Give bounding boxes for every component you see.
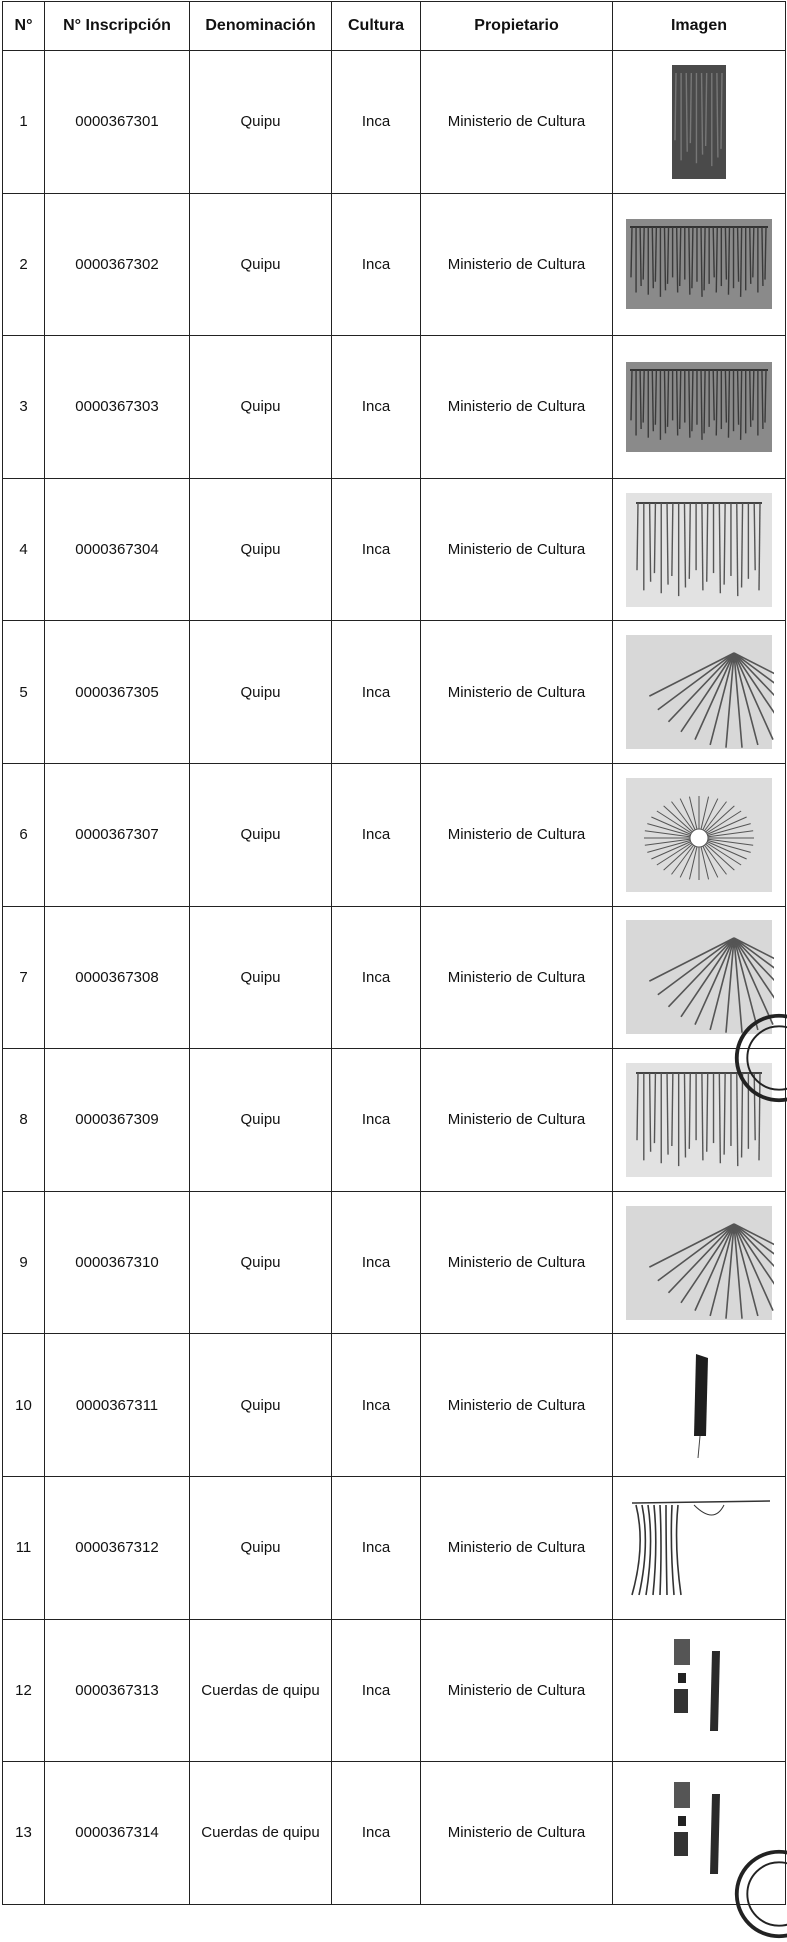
culture-cell: Inca	[332, 906, 421, 1049]
culture-cell: Inca	[332, 1191, 421, 1334]
row-number-cell: 6	[3, 763, 45, 906]
culture-cell: Inca	[332, 193, 421, 336]
row-number-cell: 11	[3, 1476, 45, 1619]
inscription-number-cell: 0000367301	[45, 51, 190, 194]
quipu-photo-icon	[624, 63, 774, 181]
table-row	[3, 336, 786, 479]
quipu-photo-icon	[624, 1774, 774, 1892]
denomination-cell: Quipu	[190, 478, 332, 621]
header-propietario: Propietario	[421, 2, 613, 51]
quipu-photo-icon	[624, 348, 774, 466]
owner-cell: Ministerio de Cultura	[421, 1334, 613, 1477]
culture-cell: Inca	[332, 1762, 421, 1905]
table-row	[3, 1762, 786, 1905]
row-number-cell: 8	[3, 1049, 45, 1192]
image-cell	[613, 1049, 786, 1192]
row-number-cell: 1	[3, 51, 45, 194]
quipu-photo-icon	[624, 1631, 774, 1749]
inscription-number-cell: 0000367310	[45, 1191, 190, 1334]
quipu-photo-icon	[624, 491, 774, 609]
culture-cell: Inca	[332, 621, 421, 764]
row-number-cell: 2	[3, 193, 45, 336]
table-row	[3, 478, 786, 621]
inscription-number-cell: 0000367314	[45, 1762, 190, 1905]
owner-cell: Ministerio de Cultura	[421, 1762, 613, 1905]
culture-cell: Inca	[332, 478, 421, 621]
inscription-number-cell: 0000367308	[45, 906, 190, 1049]
inscription-number-cell: 0000367307	[45, 763, 190, 906]
quipu-photo-icon	[624, 633, 774, 751]
image-cell	[613, 763, 786, 906]
owner-cell: Ministerio de Cultura	[421, 763, 613, 906]
header-inscripcion: N° Inscripción	[45, 2, 190, 51]
image-cell	[613, 1191, 786, 1334]
row-number-cell: 3	[3, 336, 45, 479]
table-row	[3, 621, 786, 764]
inscription-number-cell: 0000367311	[45, 1334, 190, 1477]
row-number-cell: 5	[3, 621, 45, 764]
table-row	[3, 1049, 786, 1192]
quipu-photo-icon	[624, 1061, 774, 1179]
culture-cell: Inca	[332, 336, 421, 479]
culture-cell: Inca	[332, 1049, 421, 1192]
header-denominacion: Denominación	[190, 2, 332, 51]
owner-cell: Ministerio de Cultura	[421, 51, 613, 194]
table-row	[3, 1619, 786, 1762]
image-cell	[613, 1619, 786, 1762]
owner-cell: Ministerio de Cultura	[421, 621, 613, 764]
row-number-cell: 12	[3, 1619, 45, 1762]
image-cell	[613, 1762, 786, 1905]
table-row	[3, 51, 786, 194]
inscription-number-cell: 0000367313	[45, 1619, 190, 1762]
image-cell	[613, 336, 786, 479]
denomination-cell: Quipu	[190, 1476, 332, 1619]
inscription-number-cell: 0000367309	[45, 1049, 190, 1192]
quipu-photo-icon	[624, 918, 774, 1036]
table-row	[3, 1334, 786, 1477]
row-number-cell: 9	[3, 1191, 45, 1334]
culture-cell: Inca	[332, 51, 421, 194]
table-row	[3, 1191, 786, 1334]
row-number-cell: 4	[3, 478, 45, 621]
image-cell	[613, 906, 786, 1049]
table-row	[3, 1476, 786, 1619]
owner-cell: Ministerio de Cultura	[421, 336, 613, 479]
table-row	[3, 193, 786, 336]
table-row	[3, 763, 786, 906]
denomination-cell: Quipu	[190, 763, 332, 906]
denomination-cell: Quipu	[190, 906, 332, 1049]
row-number-cell: 10	[3, 1334, 45, 1477]
inscription-number-cell: 0000367303	[45, 336, 190, 479]
culture-cell: Inca	[332, 1476, 421, 1619]
quipu-photo-icon	[624, 1489, 774, 1607]
denomination-cell: Quipu	[190, 51, 332, 194]
denomination-cell: Cuerdas de quipu	[190, 1619, 332, 1762]
row-number-cell: 13	[3, 1762, 45, 1905]
culture-cell: Inca	[332, 763, 421, 906]
denomination-cell: Cuerdas de quipu	[190, 1762, 332, 1905]
image-cell	[613, 1334, 786, 1477]
denomination-cell: Quipu	[190, 336, 332, 479]
image-cell	[613, 51, 786, 194]
table-row	[3, 906, 786, 1049]
header-cultura: Cultura	[332, 2, 421, 51]
image-cell	[613, 478, 786, 621]
quipu-photo-icon	[624, 1346, 774, 1464]
inscription-number-cell: 0000367305	[45, 621, 190, 764]
quipu-photo-icon	[624, 1204, 774, 1322]
owner-cell: Ministerio de Cultura	[421, 478, 613, 621]
denomination-cell: Quipu	[190, 1049, 332, 1192]
inscription-number-cell: 0000367304	[45, 478, 190, 621]
header-imagen: Imagen	[613, 2, 786, 51]
culture-cell: Inca	[332, 1334, 421, 1477]
inscription-number-cell: 0000367312	[45, 1476, 190, 1619]
quipu-photo-icon	[624, 205, 774, 323]
denomination-cell: Quipu	[190, 1334, 332, 1477]
quipu-photo-icon	[624, 776, 774, 894]
inscription-number-cell: 0000367302	[45, 193, 190, 336]
owner-cell: Ministerio de Cultura	[421, 1476, 613, 1619]
owner-cell: Ministerio de Cultura	[421, 1191, 613, 1334]
owner-cell: Ministerio de Cultura	[421, 193, 613, 336]
image-cell	[613, 1476, 786, 1619]
image-cell	[613, 193, 786, 336]
denomination-cell: Quipu	[190, 1191, 332, 1334]
denomination-cell: Quipu	[190, 621, 332, 764]
owner-cell: Ministerio de Cultura	[421, 906, 613, 1049]
owner-cell: Ministerio de Cultura	[421, 1619, 613, 1762]
image-cell	[613, 621, 786, 764]
owner-cell: Ministerio de Cultura	[421, 1049, 613, 1192]
header-numero: N°	[3, 2, 45, 51]
denomination-cell: Quipu	[190, 193, 332, 336]
culture-cell: Inca	[332, 1619, 421, 1762]
row-number-cell: 7	[3, 906, 45, 1049]
registry-table	[2, 1, 786, 1905]
table-header-row	[3, 2, 786, 51]
